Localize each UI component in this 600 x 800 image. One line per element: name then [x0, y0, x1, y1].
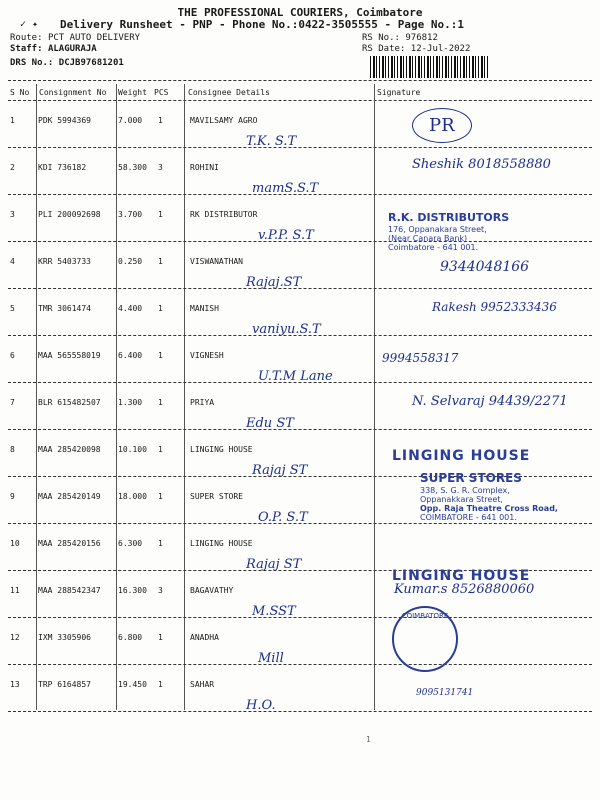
row-signature: Kumar.s 8526880060: [394, 582, 535, 597]
row-consignment-no: MAA 565558019: [38, 351, 101, 360]
row-weight: 19.450: [118, 680, 147, 689]
row-weight: 6.400: [118, 351, 143, 360]
row-pcs: 1: [158, 539, 163, 548]
row-dashed-rule: [8, 335, 592, 336]
round-seal-stamp: COIMBATORE: [392, 606, 458, 672]
route-line: Route: PCT AUTO DELIVERY: [10, 33, 141, 43]
row-consignee-name: BAGAVATHY: [190, 586, 234, 595]
row-consignee-name: ANADHA: [190, 633, 219, 642]
row-consignee-name: LINGING HOUSE: [190, 539, 253, 548]
row-signature: PR: [412, 108, 472, 143]
runsheet-subtitle: Delivery Runsheet - PNP - Phone No.:0422-3505555 - Page No.:1: [60, 18, 464, 31]
row-street-handwritten: Rajaj ST: [246, 557, 302, 572]
row-street-handwritten: Rajaj.ST: [246, 275, 302, 290]
row-sno: 6: [10, 351, 15, 360]
row-weight: 16.300: [118, 586, 147, 595]
row-pcs: 3: [158, 163, 163, 172]
row-signature: Rakesh 9952333436: [432, 300, 557, 314]
row-consignment-no: MAA 285420098: [38, 445, 101, 454]
row-street-handwritten: T.K. S.T: [246, 134, 297, 149]
row-consignment-no: KRR 5403733: [38, 257, 91, 266]
row-street-handwritten: Mill: [258, 651, 284, 666]
row-street-handwritten: O.P. S.T: [258, 510, 308, 525]
page-mark: 1: [366, 735, 371, 744]
row-weight: 10.100: [118, 445, 147, 454]
rs-no-line: RS No.: 976812: [362, 33, 438, 43]
row-consignment-no: MAA 285420156: [38, 539, 101, 548]
row-dashed-rule: [8, 711, 592, 712]
row-weight: 7.000: [118, 116, 143, 125]
row-signature: N. Selvaraj 94439/2271: [412, 394, 568, 409]
row-consignment-no: MAA 288542347: [38, 586, 101, 595]
row-pcs: 1: [158, 492, 163, 501]
row-pcs: 1: [158, 398, 163, 407]
row-sno: 7: [10, 398, 15, 407]
rk-distributors-stamp: R.K. DISTRIBUTORS 176, Oppanakara Street, (Near Canara Bank) Coimbatore - 641 001.: [388, 211, 510, 253]
col-header-pcs: PCS: [154, 88, 169, 97]
row-weight: 3.700: [118, 210, 143, 219]
row-pcs: 1: [158, 304, 163, 313]
rs-date-line: RS Date: 12-Jul-2022: [362, 44, 471, 54]
row-street-handwritten: mamS.S.T: [252, 181, 319, 196]
row-consignee-name: LINGING HOUSE: [190, 445, 253, 454]
row-consignment-no: PDK 5994369: [38, 116, 91, 125]
col-header-weight: Weight: [118, 88, 147, 97]
row-dashed-rule: [8, 523, 592, 524]
drs-value: DCJB97681201: [58, 58, 124, 68]
row-dashed-rule: [8, 429, 592, 430]
row-sno: 8: [10, 445, 15, 454]
row-dashed-rule: [8, 617, 592, 618]
row-pcs: 1: [158, 633, 163, 642]
row-sno: 11: [10, 586, 20, 595]
row-signature: 9344048166: [440, 259, 530, 275]
row-sno: 13: [10, 680, 20, 689]
col-header-sno: S No: [10, 88, 30, 97]
row-consignment-no: TMR 3061474: [38, 304, 91, 313]
row-consignee-name: VISWANATHAN: [190, 257, 243, 266]
col-header-signature: Signature: [377, 88, 421, 97]
row-consignee-name: SAHAR: [190, 680, 215, 689]
row-sno: 9: [10, 492, 15, 501]
header-dashed-rule: [8, 100, 592, 101]
row-pcs: 1: [158, 351, 163, 360]
col-header-consignee: Consignee Details: [188, 88, 270, 97]
row-consignment-no: TRP 6164857: [38, 680, 91, 689]
row-street-handwritten: v.P.P. S.T: [258, 228, 314, 243]
row-signature: 9994558317: [382, 351, 459, 365]
row-pcs: 1: [158, 445, 163, 454]
row-consignment-no: IXM 3305906: [38, 633, 91, 642]
row-street-handwritten: U.T.M Lane: [258, 369, 333, 384]
row-dashed-rule: [8, 664, 592, 665]
row-street-handwritten: H.O.: [246, 698, 276, 713]
row-sno: 5: [10, 304, 15, 313]
top-dashed-rule: [8, 80, 592, 81]
row-weight: 6.300: [118, 539, 143, 548]
row-weight: 58.300: [118, 163, 147, 172]
row-dashed-rule: [8, 382, 592, 383]
row-consignee-name: ROHINI: [190, 163, 219, 172]
row-consignee-name: MANISH: [190, 304, 219, 313]
row-weight: 1.300: [118, 398, 143, 407]
row-sno: 1: [10, 116, 15, 125]
row-consignee-name: RK DISTRIBUTOR: [190, 210, 258, 219]
row-pcs: 1: [158, 116, 163, 125]
row-pcs: 3: [158, 586, 163, 595]
row-weight: 4.400: [118, 304, 143, 313]
row-sno: 2: [10, 163, 15, 172]
row-consignment-no: PLI 200092698: [38, 210, 101, 219]
row-consignee-name: PRIYA: [190, 398, 215, 407]
row-sno: 4: [10, 257, 15, 266]
row-weight: 0.250: [118, 257, 143, 266]
row-signature: 9095131741: [416, 688, 474, 698]
row-consignee-name: MAVILSAMY AGRO: [190, 116, 258, 125]
row-pcs: 1: [158, 210, 163, 219]
row-sno: 12: [10, 633, 20, 642]
super-stores-stamp: SUPER STORES 338, S. G. R. Complex, Oppanakkara Street, Opp. Raja Theatre Cross Road, COIMBATORE - 641 001.: [420, 471, 558, 523]
row-pcs: 1: [158, 257, 163, 266]
row-pcs: 1: [158, 680, 163, 689]
row-street-handwritten: Rajaj ST: [252, 463, 308, 478]
company-title: THE PROFESSIONAL COURIERS, Coimbatore: [177, 6, 423, 19]
row-consignee-name: SUPER STORE: [190, 492, 243, 501]
rs-no-value: 976812: [405, 33, 438, 43]
row-dashed-rule: [8, 288, 592, 289]
linging-house-stamp: LINGING HOUSE: [392, 568, 531, 584]
row-consignment-no: BLR 615482507: [38, 398, 101, 407]
row-consignment-no: KDI 736182: [38, 163, 87, 172]
col-header-consignment: Consignment No: [39, 88, 107, 97]
row-consignment-no: MAA 285420149: [38, 492, 101, 501]
row-weight: 6.800: [118, 633, 143, 642]
hand-mark: ✓ ✦: [20, 19, 39, 30]
row-street-handwritten: vaniyu.S.T: [252, 322, 321, 337]
drs-line: DRS No.: DCJB97681201: [10, 58, 124, 68]
row-dashed-rule: [8, 147, 592, 148]
barcode: [370, 56, 490, 78]
row-consignee-name: VIGNESH: [190, 351, 224, 360]
staff-value: ALAGURAJA: [47, 44, 97, 54]
row-sno: 3: [10, 210, 15, 219]
rs-date-value: 12-Jul-2022: [410, 44, 471, 54]
row-weight: 18.000: [118, 492, 147, 501]
row-street-handwritten: M.SST: [252, 604, 296, 619]
row-sno: 10: [10, 539, 20, 548]
staff-line: Staff: ALAGURAJA: [10, 44, 97, 54]
row-street-handwritten: Edu ST: [246, 416, 294, 431]
row-dashed-rule: [8, 194, 592, 195]
route-value: PCT AUTO DELIVERY: [47, 33, 141, 43]
row-signature: Sheshik 8018558880: [412, 157, 551, 172]
linging-house-stamp: LINGING HOUSE: [392, 448, 531, 464]
